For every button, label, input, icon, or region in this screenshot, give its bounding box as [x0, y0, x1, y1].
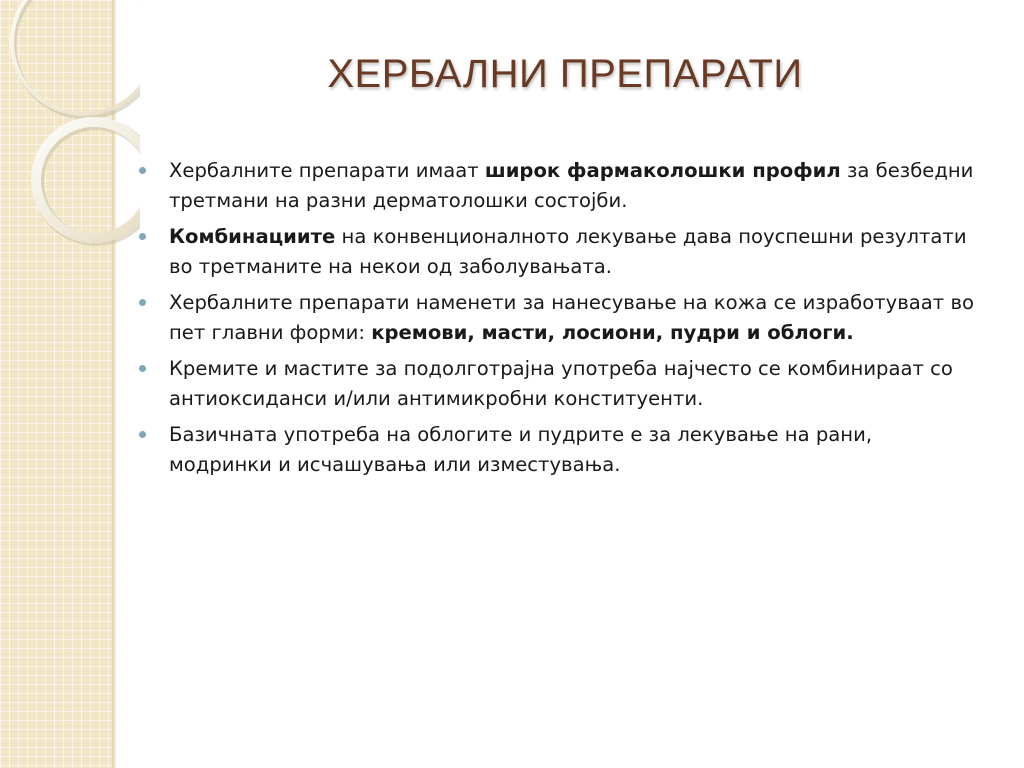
- decorative-ring-bottom: [36, 122, 140, 238]
- decorative-ring-top: [12, 0, 140, 114]
- bullet-list: [138, 156, 978, 486]
- bullet-dot-icon: [139, 365, 146, 372]
- bullet-text: Базичната употреба на облогите и пудрите е за лекување на рани, модринки и исчашувања или изместувања.: [169, 423, 873, 476]
- bullet-dot-icon: [139, 167, 146, 174]
- bullet-item: [138, 288, 978, 348]
- bullet-dot-icon: [139, 431, 146, 438]
- bullet-bold-text: кремови, масти, лосиони, пудри и облоги.: [371, 321, 854, 344]
- bullet-item: [138, 222, 978, 282]
- bullet-text: Кремите и мастите за подолготрајна употреба најчесто се комбинираат со антиоксиданси и/или антимикробни конституенти.: [169, 357, 953, 410]
- bullet-dot-icon: [139, 233, 146, 240]
- bullet-bold-text: Комбинациите: [169, 225, 336, 248]
- decorative-rings: [0, 0, 140, 260]
- decorative-ring-shadow-top: [14, 0, 140, 117]
- bullet-bold-text: широк фармаколошки профил: [484, 159, 841, 182]
- bullet-item: [138, 420, 978, 480]
- bullet-text: на конвенционалното лекување дава поуспешни резултати во третманите на некои од заболувањата.: [169, 225, 967, 278]
- bullet-item: [138, 156, 978, 216]
- bullet-text: Хербалните препарати имаат: [169, 159, 485, 182]
- bullet-text: за безбедни третмани на разни дерматолошки состојби.: [169, 159, 974, 212]
- bullet-text: Хербалните препарати наменети за нанесување на кожа се изработуваат во пет главни форми:: [169, 291, 974, 344]
- bullet-dot-icon: [139, 299, 146, 306]
- slide-title: ХЕРБАЛНИ ПРЕПАРАТИ: [327, 52, 803, 96]
- bullet-item: [138, 354, 978, 414]
